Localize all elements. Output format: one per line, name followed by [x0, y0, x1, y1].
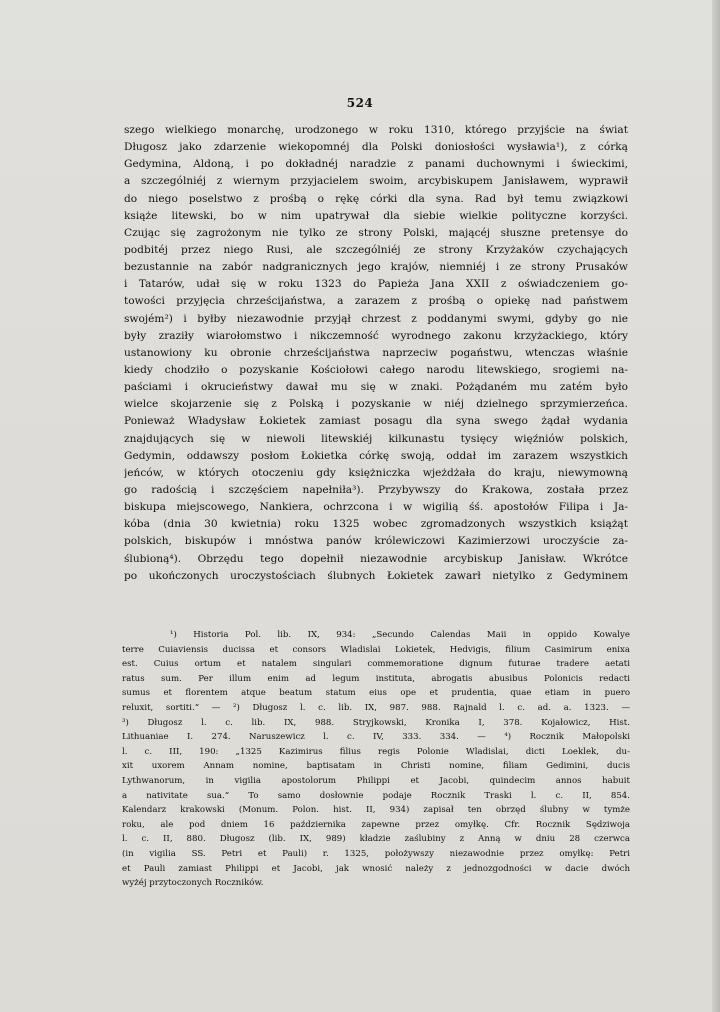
footnote-line: l. c. III, 190: „1325 Kazimirus filius regis Polonie Wladislai, dicti Loeklek, du-: [122, 746, 630, 757]
text-line: po ukończonych uroczystościach ślubnych Łokietek zawarł nietylko z Gedyminem: [124, 569, 628, 582]
text-line: polskich, biskupów i mnóstwa panów królewiczowi Kazimierzowi uroczyście za-: [124, 535, 628, 548]
page-edge-shadow: [712, 0, 720, 1012]
text-line: Gedymina, Aldoną, i po dokładnéj naradzie z panami duchownymi i świeckimi,: [124, 158, 628, 171]
text-line: książe litewski, bo w nim upatrywał dla siebie wielkie polityczne korzyści.: [124, 209, 628, 222]
text-line: do niego poselstwo z prośbą o rękę córki dla syna. Rad był temu związkowi: [124, 192, 628, 205]
footnote-line: ratus sum. Per illum enim ad legum instituta, abrogatis abusibus Polonicis redacti: [122, 673, 630, 684]
footnote-line: ¹) Historia Pol. lib. IX, 934: „Secundo Calendas Maii in oppido Kowalye: [170, 630, 630, 640]
footnote-line: Kalendarz krakowski (Monum. Polon. hist. II, 934) zapisał ten obrzęd ślubny w tymże: [122, 805, 630, 816]
footnote-line: ³) Długosz l. c. lib. IX, 988. Stryjkowski, Kronika I, 378. Kojałowicz, Hist.: [122, 717, 630, 728]
text-line: biskupa miejscowego, Nankiera, ochrzcona i w wigilią śś. apostołów Filipa i Ja-: [124, 501, 628, 514]
text-line: były zraziły wiarołomstwo i nikczemność wyrodnego zakonu krzyżackiego, który: [124, 329, 628, 342]
text-line: swojém²) i byłby niezawodnie przyjął chrzest z poddanymi swymi, gdyby go nie: [124, 312, 628, 325]
footnote-line: reluxit, sortiti.“ — ²) Długosz l. c. lib. IX, 987. 988. Rajnald l. c. ad. a. 1323. —: [122, 702, 630, 713]
text-line: szego wielkiego monarchę, urodzonego w roku 1310, którego przyjście na świat: [124, 124, 628, 136]
text-line: podbitéj przez niego Rusi, ale szczególniéj ze strony Krzyżaków czychających: [124, 243, 628, 256]
text-line: a szczególniéj z wiernym przyjacielem swoim, arcybiskupem Janisławem, wyprawił: [124, 175, 628, 188]
text-line: ustanowiony ku obronie chrześcijaństwa naprzeciw pogaństwu, wtenczas właśnie: [124, 346, 628, 359]
text-line: kóba (dnia 30 kwietnia) roku 1325 wobec zgromadzonych wszystkich książąt: [124, 518, 628, 531]
footnote-line: et Pauli zamiast Philippi et Jacobi, jak wnosić należy z jednozgodności w dacie dwóch: [122, 863, 630, 874]
text-line: Gedymin, oddawszy posłom Łokietka córkę swoją, oddał im zarazem wszystkich: [124, 449, 628, 462]
footnote-line: est. Cuius ortum et natalem singulari commemoratione dignum futurae tradere aetati: [122, 659, 630, 670]
text-line: paściami i okrucieństwy dawał mu się w znaki. Pożądaném mu zatém było: [124, 381, 628, 394]
footnotes-block: [122, 628, 630, 891]
text-line: znajdujących się w niewoli litewskiéj kilkunastu tysięcy więźniów polskich,: [124, 432, 628, 445]
main-text-block: [124, 122, 628, 585]
footnote-line: sumus et florentem atque beatum statum eius ope et prudentia, quae etiam in puero: [122, 688, 630, 699]
text-line: wielce skojarzenie się z Polską i pozyskanie w niéj dzielnego sprzymierzeńca.: [124, 398, 628, 411]
text-line: kiedy chodziło o pozyskanie Kościołowi całego narodu litewskiego, srogiemi na-: [124, 363, 628, 376]
footnote-line: roku, ale pod dniem 16 października zapewne przez omyłkę. Cfr. Rocznik Sędziwoja: [122, 819, 630, 830]
text-line: Długosz jako zdarzenie wiekopomnéj dla Polski doniosłości wysławia¹), z córką: [124, 141, 628, 154]
footnote-line: terre Cuiaviensis ducissa et consors Wladislai Lokietek, Hedvigis, filium Casimirum enixa: [122, 644, 630, 655]
footnote-line: Lithuaniae I. 274. Naruszewicz l. c. IV, 333. 334. — ⁴) Rocznik Małopolski: [122, 732, 630, 743]
text-line: go radością i szczęściem napełniła³). Przybywszy do Krakowa, została przez: [124, 483, 628, 496]
footnote-line: wyżéj przytoczonych Roczników.: [122, 878, 264, 889]
text-line: ślubioną⁴). Obrzędu tego dopełnił niezawodnie arcybiskup Janisław. Wkrótce: [124, 552, 628, 565]
text-line: bezustannie na zabór nadgranicznych jego krajów, niemniéj i ze strony Prusaków: [124, 261, 628, 274]
footnote-line: l. c. II, 880. Długosz (lib. IX, 989) kładzie zaślubiny z Anną w dniu 28 czerwca: [122, 834, 630, 845]
text-line: jeńców, w których otoczeniu gdy księżniczka wjeżdżała do kraju, niewymowną: [124, 466, 628, 479]
text-line: towości przyjęcia chrześcijaństwa, a zarazem z prośbą o opiekę nad państwem: [124, 295, 628, 308]
text-line: i Tatarów, udał się w roku 1323 do Papieża Jana XXII z oświadczeniem go-: [124, 278, 628, 291]
text-line: Ponieważ Władysław Łokietek zamiast posagu dla syna swego żądał wydania: [124, 415, 628, 428]
footnote-line: a nativitate sua.“ To samo dosłownie podaje Rocznik Traski l. c. II, 854.: [122, 790, 630, 801]
text-line: Czując się zagrożonym nie tylko ze strony Polski, mającéj słuszne pretensye do: [124, 226, 628, 239]
footnote-line: (in vigilia SS. Petri et Pauli) r. 1325, położywszy niezawodnie przez omyłkę: Petri: [122, 848, 630, 859]
page-number: 524: [346, 96, 374, 110]
footnote-line: xit uxorem Annam nomine, baptisatam in Christi nomine, filiam Gedimini, ducis: [122, 761, 630, 772]
footnote-line: Lythwanorum, in vigilia apostolorum Philippi et Jacobi, quindecim annos habuit: [122, 775, 630, 786]
